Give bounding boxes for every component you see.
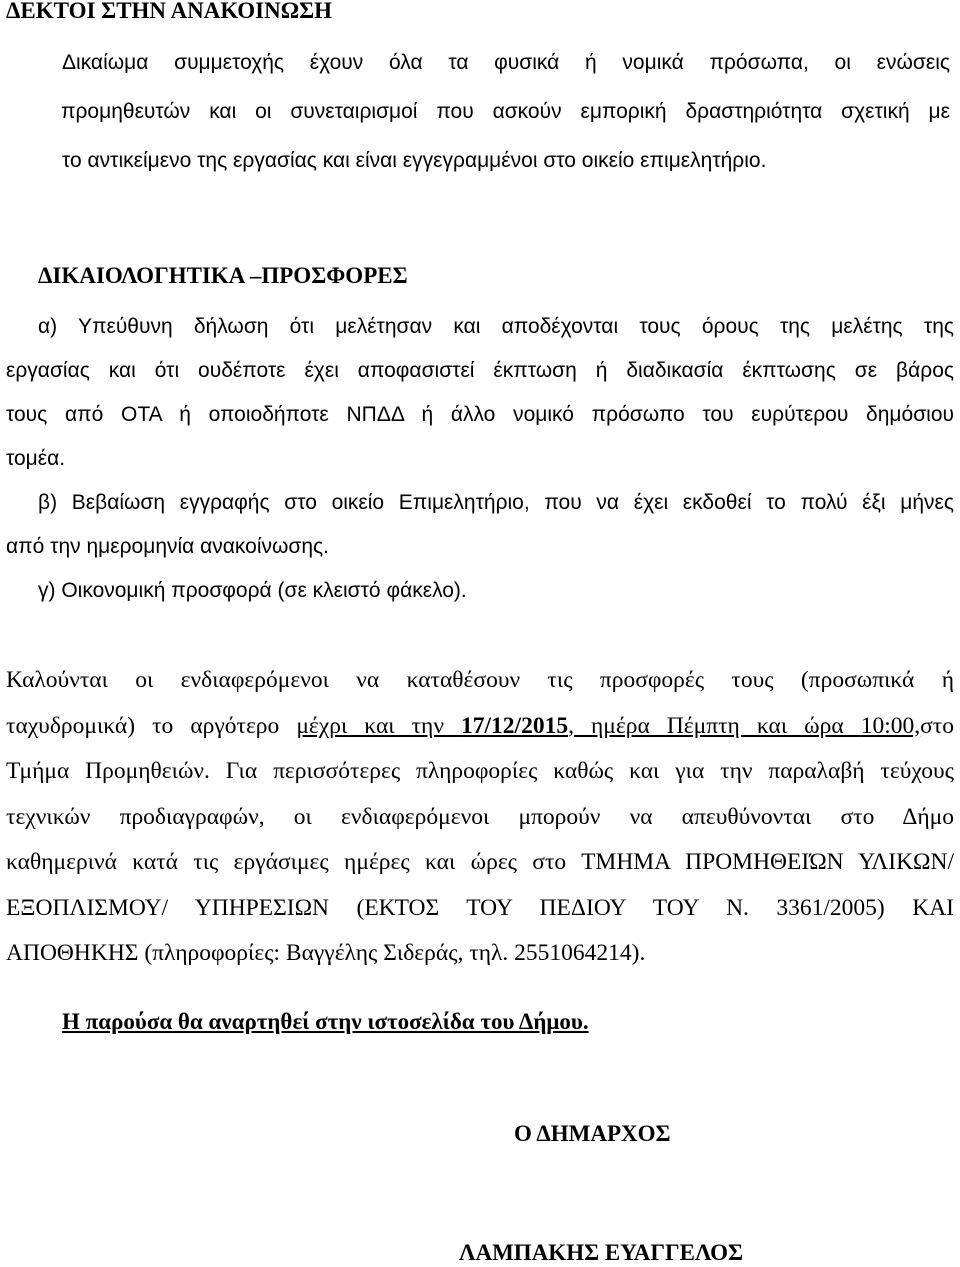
deadline-line: ταχυδρομικά) το αργότερο μέχρι και την 17/12/2015, ημέρα Πέμπτη και ώρα 10:00,στο [6, 712, 955, 739]
paragraph-line: το αντικείμενο της εργασίας και είναι εγγεγραμμένοι στο οικείο επιμελητήριο. [62, 149, 767, 172]
paragraph-line: προμηθευτών και οι συνεταιρισμοί που ασκούν εμπορική δραστηριότητα σχετική με [61, 100, 950, 123]
deadline-phrase: μέχρι και την [296, 712, 462, 739]
section-heading-recipients: ΔΕΚΤΟΙ ΣΤΗΝ ΑΝΑΚΟΙΝΩΣΗ [6, 0, 333, 23]
paragraph-line: τομέα. [6, 447, 66, 470]
section-heading-documents: ΔΙΚΑΙΟΛΟΓΗΤΙΚΑ –ΠΡΟΣΦΟΡΕΣ [38, 263, 408, 288]
item-c-paragraph [38, 569, 467, 613]
item-b-paragraph [6, 481, 954, 569]
paragraph-line: α) Υπεύθυνη δήλωση ότι μελέτησαν και αποδέχονται τους όρους της μελέτης της [38, 315, 954, 338]
paragraph-line: β) Βεβαίωση εγγραφής στο οικείο Επιμελητήριο, που να έχει εκδοθεί το πολύ έξι μήνες [38, 491, 954, 514]
contact-line: ΑΠΟΘΗΚΗΣ (πληροφορίες: Βαγγέλης Σιδεράς, τηλ. 2551064214). [6, 940, 646, 966]
paragraph-line: καθημερινά κατά τις εργάσιμες ημέρες και ώρες στο ΤΜΗΜΑ ΠΡΟΜΗΘΕΙΏΝ ΥΛΙΚΩΝ/ [6, 849, 954, 875]
paragraph-line: Τμήμα Προμηθειών. Για περισσότερες πληροφορίες καθώς και για την παραλαβή τεύχους [6, 758, 954, 784]
posting-notice: Η παρούσα θα αναρτηθεί στην ιστοσελίδα του Δήμου. [62, 1009, 589, 1034]
paragraph-line: Καλούνται οι ενδιαφερόμενοι να καταθέσουν τις προσφορές τους (προσωπικά ή [6, 667, 954, 693]
paragraph-line: Δικαίωμα συμμετοχής έχουν όλα τα φυσικά ή νομικά πρόσωπα, οι ενώσεις [62, 51, 950, 74]
paragraph-line: τους από ΟΤΑ ή οποιοδήποτε ΝΠΔΔ ή άλλο νομικό πρόσωπο του ευρύτερου δημόσιου [6, 403, 954, 426]
paragraph-line: εργασίας και ότι ουδέποτε έχει αποφασιστεί έκπτωση ή διαδικασία έκπτωσης σε βάρος [6, 359, 954, 382]
deadline-date: 17/12/2015 [461, 712, 569, 739]
deadline-day: , ημέρα Πέμπτη και ώρα [568, 712, 861, 739]
mayor-name: ΛΑΜΠΑΚΗΣ ΕΥΑΓΓΕΛΟΣ [459, 1240, 744, 1265]
participation-paragraph [62, 38, 950, 185]
deadline-time: 10:00, [860, 712, 921, 739]
mayor-title: Ο ΔΗΜΑΡΧΟΣ [514, 1121, 671, 1146]
paragraph-line: τεχνικών προδιαγραφών, οι ενδιαφερόμενοι μπορούν να απευθύνονται στο Δήμο [6, 803, 954, 830]
invitation-paragraph [6, 658, 954, 977]
item-a-paragraph [6, 305, 954, 481]
paragraph-line: ΕΞΟΠΛΙΣΜΟΥ/ ΥΠΗΡΕΣΙΩΝ (ΕΚΤΟΣ ΤΟΥ ΠΕΔΙΟΥ ΤΟΥ Ν. 3361/2005) ΚΑΙ [6, 894, 954, 921]
paragraph-line: γ) Οικονομική προσφορά (σε κλειστό φάκελο). [38, 579, 467, 602]
paragraph-line: από την ημερομηνία ανακοίνωσης. [6, 535, 329, 558]
